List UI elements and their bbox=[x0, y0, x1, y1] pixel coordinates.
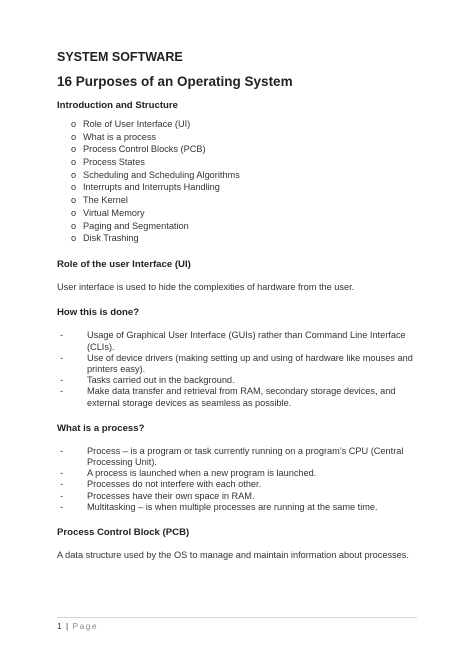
bullet-marker: o bbox=[71, 169, 77, 180]
list-item bbox=[57, 502, 417, 513]
list-item bbox=[57, 330, 417, 352]
bullet-marker: o bbox=[71, 207, 77, 218]
dash-marker: - bbox=[60, 501, 64, 512]
list-item bbox=[57, 169, 417, 182]
bullet-marker: o bbox=[71, 233, 77, 244]
list-item bbox=[57, 468, 417, 479]
list-item-text: Processes do not interfere with each other. bbox=[87, 479, 262, 490]
list-item bbox=[57, 232, 417, 245]
intro-heading: Introduction and Structure bbox=[57, 100, 178, 111]
list-item bbox=[57, 375, 417, 386]
list-item bbox=[57, 220, 417, 233]
bullet-marker: o bbox=[71, 119, 77, 129]
list-item-text: Interrupts and Interrupts Handling bbox=[83, 182, 220, 193]
bullet-marker: o bbox=[71, 195, 77, 206]
list-item-text: Process States bbox=[83, 157, 145, 168]
list-item bbox=[57, 194, 417, 207]
dash-marker: - bbox=[60, 330, 64, 341]
list-item-text: Paging and Segmentation bbox=[83, 220, 189, 231]
document-page bbox=[57, 50, 417, 562]
bullet-marker: o bbox=[71, 157, 77, 168]
pcb-paragraph: A data structure used by the OS to manage and maintain information about processes. bbox=[57, 550, 409, 561]
bullet-marker: o bbox=[71, 182, 77, 193]
list-item bbox=[57, 386, 417, 408]
bullet-marker: o bbox=[71, 144, 77, 155]
list-item bbox=[57, 446, 417, 468]
list-item bbox=[57, 491, 417, 502]
list-item-text: The Kernel bbox=[83, 195, 128, 206]
dash-marker: - bbox=[60, 386, 64, 397]
list-item-text: Scheduling and Scheduling Algorithms bbox=[83, 169, 240, 180]
list-item bbox=[57, 207, 417, 220]
list-item bbox=[57, 181, 417, 194]
list-item-text: Use of device drivers (making setting up and using of hardware like mouses and printers easy). bbox=[87, 352, 413, 374]
list-item-text: Make data transfer and retrieval from RAM, secondary storage devices, and external storage devices as seamless as possible. bbox=[87, 386, 396, 408]
list-item-text: Multitasking – is when multiple processes are running at the same time. bbox=[87, 501, 378, 512]
dash-marker: - bbox=[60, 468, 64, 479]
footer-divider bbox=[57, 617, 417, 618]
pcb-heading: Process Control Block (PCB) bbox=[57, 527, 190, 539]
dash-marker: - bbox=[60, 352, 64, 363]
role-heading: Role of the user Interface (UI) bbox=[57, 258, 191, 270]
list-item bbox=[57, 131, 417, 144]
list-item bbox=[57, 143, 417, 156]
intro-list bbox=[57, 118, 417, 245]
process-list bbox=[57, 446, 417, 513]
role-paragraph: User interface is used to hide the complexities of hardware from the user. bbox=[57, 281, 355, 292]
process-heading: What is a process? bbox=[57, 422, 145, 434]
list-item-text: Disk Trashing bbox=[83, 233, 139, 244]
document-subtitle: 16 Purposes of an Operating System bbox=[57, 74, 293, 89]
list-item-text: Process Control Blocks (PCB) bbox=[83, 144, 206, 155]
page-number: 1 bbox=[57, 621, 62, 631]
list-item-text: What is a process bbox=[83, 131, 157, 142]
footer-separator: | bbox=[66, 621, 69, 631]
list-item-text: A process is launched when a new program is launched. bbox=[87, 468, 317, 479]
list-item bbox=[57, 479, 417, 490]
list-item-text: Process – is a program or task currently running on a program’s CPU (Central Processing Unit). bbox=[87, 445, 404, 467]
list-item-text: Virtual Memory bbox=[83, 207, 145, 218]
list-item-text: Usage of Graphical User Interface (GUIs) rather than Command Line Interface (CLIs). bbox=[87, 330, 406, 352]
how-heading: How this is done? bbox=[57, 307, 140, 319]
list-item-text: Role of User Interface (UI) bbox=[83, 119, 191, 129]
page-footer bbox=[57, 621, 98, 631]
document-title: SYSTEM SOFTWARE bbox=[57, 50, 183, 64]
page-label: Page bbox=[72, 621, 99, 631]
dash-marker: - bbox=[60, 490, 64, 501]
dash-marker: - bbox=[60, 479, 64, 490]
dash-marker: - bbox=[60, 445, 64, 456]
list-item bbox=[57, 156, 417, 169]
dash-marker: - bbox=[60, 375, 64, 386]
list-item-text: Tasks carried out in the background. bbox=[87, 375, 235, 386]
list-item bbox=[57, 118, 417, 131]
list-item bbox=[57, 353, 417, 375]
bullet-marker: o bbox=[71, 220, 77, 231]
list-item-text: Processes have their own space in RAM. bbox=[87, 490, 255, 501]
how-list bbox=[57, 330, 417, 408]
bullet-marker: o bbox=[71, 131, 77, 142]
